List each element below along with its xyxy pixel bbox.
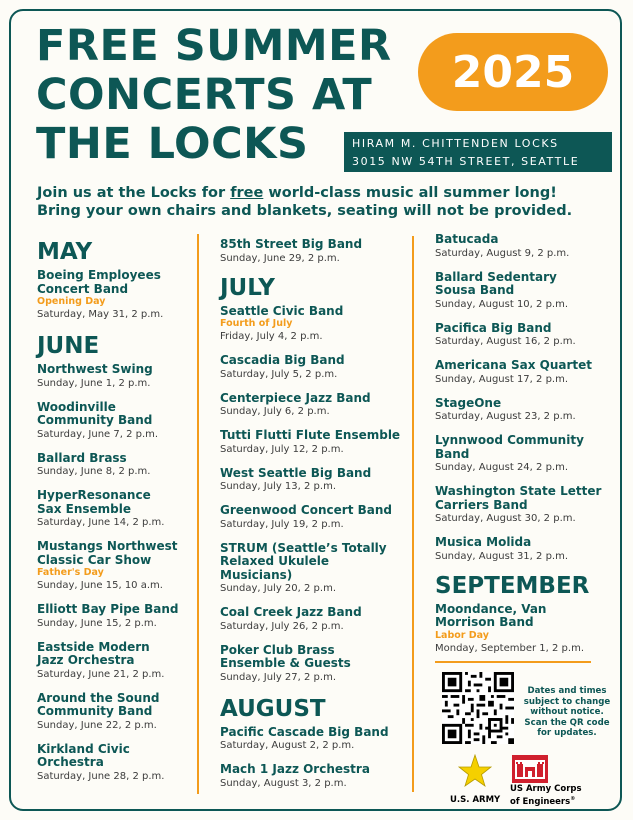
event-date: Saturday, June 28, 2 p.m.	[37, 770, 165, 782]
event-name: Mach 1 Jazz Orchestra	[220, 762, 370, 776]
event-item	[220, 354, 405, 381]
event-date: Saturday, August 30, 2 p.m.	[435, 513, 576, 524]
usace-line-1: US Army Corps	[510, 784, 582, 794]
event-name: Tutti Flutti Flute Ensemble	[220, 428, 401, 442]
qr-code[interactable]	[442, 672, 514, 744]
event-name: Kirkland Civic Orchestra	[37, 741, 130, 769]
event-name: Seattle Civic Band	[220, 303, 344, 318]
disclaimer-line-5: for updates.	[537, 728, 597, 738]
event-date: Sunday, July 20, 2 p.m.	[220, 583, 337, 594]
event-date: Sunday, August 3, 2 p.m.	[220, 777, 347, 789]
venue-address: 3015 NW 54TH STREET, SEATTLE	[352, 155, 580, 168]
event-name: Pacific Cascade Big Band	[220, 724, 389, 739]
event-item	[37, 489, 192, 529]
title-line-2: CONCERTS AT	[36, 70, 373, 120]
event-date: Sunday, June 22, 2 p.m.	[37, 719, 157, 731]
event-name: Musica Molida	[435, 535, 532, 549]
event-date: Saturday, June 14, 2 p.m.	[37, 517, 165, 528]
event-item	[435, 271, 610, 311]
event-name: West Seattle Big Band	[220, 465, 372, 480]
event-date: Saturday, August 16, 2 p.m.	[435, 336, 576, 347]
event-date: Saturday, June 21, 2 p.m.	[37, 668, 165, 680]
event-date: Sunday, June 15, 10 a.m.	[37, 580, 163, 591]
schedule-column-3	[435, 233, 610, 666]
event-name: Lynnwood Community Band	[435, 433, 584, 461]
event-date: Sunday, July 13, 2 p.m.	[220, 481, 337, 492]
month-heading-august: AUGUST	[220, 695, 326, 722]
event-item	[37, 743, 192, 783]
usace-line-2-wrap	[510, 795, 582, 807]
event-name: Woodinville Community Band	[37, 399, 153, 427]
army-logo-text: U.S. ARMY	[450, 795, 501, 805]
event-name: Poker Club Brass Ensemble & Guests	[220, 642, 351, 670]
intro-text	[37, 184, 607, 220]
footer-divider	[435, 661, 591, 663]
event-date: Sunday, June 8, 2 p.m.	[37, 466, 151, 477]
intro-free-word: free	[230, 185, 264, 201]
event-name: Pacifica Big Band	[435, 320, 552, 335]
event-item	[37, 540, 192, 592]
intro-line-1	[37, 184, 607, 202]
july-event-list	[220, 305, 405, 684]
event-item	[435, 603, 610, 655]
schedule-column-1	[37, 238, 192, 794]
event-date: Saturday, July 5, 2 p.m.	[220, 368, 338, 380]
event-name: Batucada	[435, 232, 499, 246]
event-date: Sunday, July 27, 2 p.m.	[220, 671, 337, 683]
castle-icon	[512, 755, 548, 783]
event-date: Monday, September 1, 2 p.m.	[435, 642, 584, 654]
intro-line-1-start: Join us at the Locks for	[37, 185, 231, 201]
event-item	[220, 392, 405, 419]
event-date: Saturday, August 9, 2 p.m.	[435, 247, 570, 259]
event-item	[37, 363, 192, 390]
event-item	[220, 238, 405, 265]
event-item	[220, 606, 405, 633]
august-event-list-continued	[435, 233, 610, 563]
event-item	[220, 542, 405, 596]
event-item	[220, 504, 405, 531]
june-event-list	[37, 363, 192, 783]
disclaimer-line-2: subject to change	[523, 696, 611, 707]
month-heading-june: JUNE	[37, 333, 100, 359]
event-name: Centerpiece Jazz Band	[220, 390, 371, 405]
event-item	[435, 359, 610, 386]
event-holiday-note: Father's Day	[37, 567, 104, 578]
event-date: Saturday, July 12, 2 p.m.	[220, 443, 344, 455]
event-item	[220, 644, 405, 684]
event-name: 85th Street Big Band	[220, 237, 363, 251]
event-name: Boeing Employees Concert Band	[37, 268, 161, 296]
event-date: Sunday, August 10, 2 p.m.	[435, 298, 569, 310]
event-item	[37, 269, 192, 321]
army-star-icon	[458, 754, 492, 788]
year-badge: 2025	[418, 33, 608, 111]
event-holiday-note: Fourth of July	[220, 318, 293, 329]
june-event-list-continued	[220, 238, 405, 265]
event-item	[37, 603, 192, 630]
event-name: Greenwood Concert Band	[220, 503, 392, 517]
event-date: Sunday, August 17, 2 p.m.	[435, 373, 569, 385]
event-name: Washington State Letter Carriers Band	[435, 484, 602, 512]
event-date: Sunday, August 24, 2 p.m.	[435, 462, 569, 473]
venue-box	[344, 132, 612, 172]
event-name: Americana Sax Quartet	[435, 358, 593, 372]
event-name: StageOne	[435, 395, 502, 410]
event-name: Coal Creek Jazz Band	[220, 605, 362, 619]
event-item	[435, 536, 610, 563]
event-item	[37, 692, 192, 732]
event-date: Sunday, August 31, 2 p.m.	[435, 550, 569, 562]
event-item	[435, 485, 610, 525]
month-heading-september: SEPTEMBER	[435, 572, 590, 599]
event-item	[220, 726, 405, 753]
disclaimer-line-3: without notice.	[530, 707, 604, 717]
disclaimer-line-4: Scan the QR code	[524, 717, 610, 728]
title-line-1: FREE SUMMER	[36, 21, 392, 71]
event-item	[37, 401, 192, 441]
event-name: Around the Sound Community Band	[37, 690, 160, 718]
event-holiday-note: Opening Day	[37, 296, 106, 307]
month-heading-july: JULY	[220, 274, 275, 301]
event-name: Ballard Sedentary Sousa Band	[435, 269, 557, 297]
event-name: Ballard Brass	[37, 450, 127, 465]
schedule-column-2	[220, 238, 405, 801]
event-item	[37, 641, 192, 681]
column-divider-1	[197, 234, 199, 794]
event-item	[435, 233, 610, 260]
event-item	[220, 763, 405, 790]
event-item	[220, 429, 405, 456]
event-date: Saturday, August 2, 2 p.m.	[220, 740, 355, 751]
intro-line-1-end: world-class music all summer long!	[263, 185, 557, 201]
event-date: Sunday, June 15, 2 p.m.	[37, 617, 157, 629]
event-date: Saturday, July 26, 2 p.m.	[220, 620, 344, 632]
disclaimer-line-1: Dates and times	[527, 686, 607, 696]
intro-line-2: Bring your own chairs and blankets, seating will not be provided.	[37, 203, 573, 219]
event-date: Sunday, July 6, 2 p.m.	[220, 406, 330, 417]
event-name: Mustangs Northwest Classic Car Show	[37, 539, 178, 567]
event-date: Sunday, June 1, 2 p.m.	[37, 377, 151, 389]
event-name: Elliott Bay Pipe Band	[37, 602, 179, 616]
august-event-list	[220, 726, 405, 790]
event-name: Northwest Swing	[37, 362, 153, 376]
event-date: Saturday, June 7, 2 p.m.	[37, 428, 159, 440]
usace-logo-text	[510, 785, 582, 807]
month-heading-may: MAY	[37, 239, 93, 265]
title-line-3: THE LOCKS	[36, 119, 309, 169]
event-name: HyperResonance Sax Ensemble	[37, 488, 151, 516]
event-name: Eastside Modern Jazz Orchestra	[37, 639, 150, 667]
event-name: Moondance, Van Morrison Band	[435, 601, 547, 629]
event-item	[435, 397, 610, 424]
september-event-list	[435, 603, 610, 655]
event-item	[220, 305, 405, 344]
event-holiday-note: Labor Day	[435, 629, 489, 641]
venue-name: HIRAM M. CHITTENDEN LOCKS	[352, 137, 559, 150]
column-divider-2	[412, 236, 414, 792]
event-date: Saturday, August 23, 2 p.m.	[435, 411, 576, 422]
usace-line-2: of Engineers	[510, 796, 571, 807]
registered-mark: ®	[570, 795, 576, 802]
event-item	[435, 322, 610, 349]
event-date: Sunday, June 29, 2 p.m.	[220, 252, 340, 264]
event-name: Cascadia Big Band	[220, 353, 345, 367]
poster-title	[36, 22, 392, 169]
may-event-list	[37, 269, 192, 321]
event-item	[435, 434, 610, 474]
event-item	[37, 452, 192, 479]
event-date: Friday, July 4, 2 p.m.	[220, 331, 323, 342]
event-name: STRUM (Seattle’s Totally Relaxed Ukulele Musicians)	[220, 540, 387, 582]
event-date: Saturday, July 19, 2 p.m.	[220, 518, 344, 530]
event-item	[220, 467, 405, 494]
event-date: Saturday, May 31, 2 p.m.	[37, 309, 164, 320]
schedule-disclaimer	[520, 686, 614, 739]
